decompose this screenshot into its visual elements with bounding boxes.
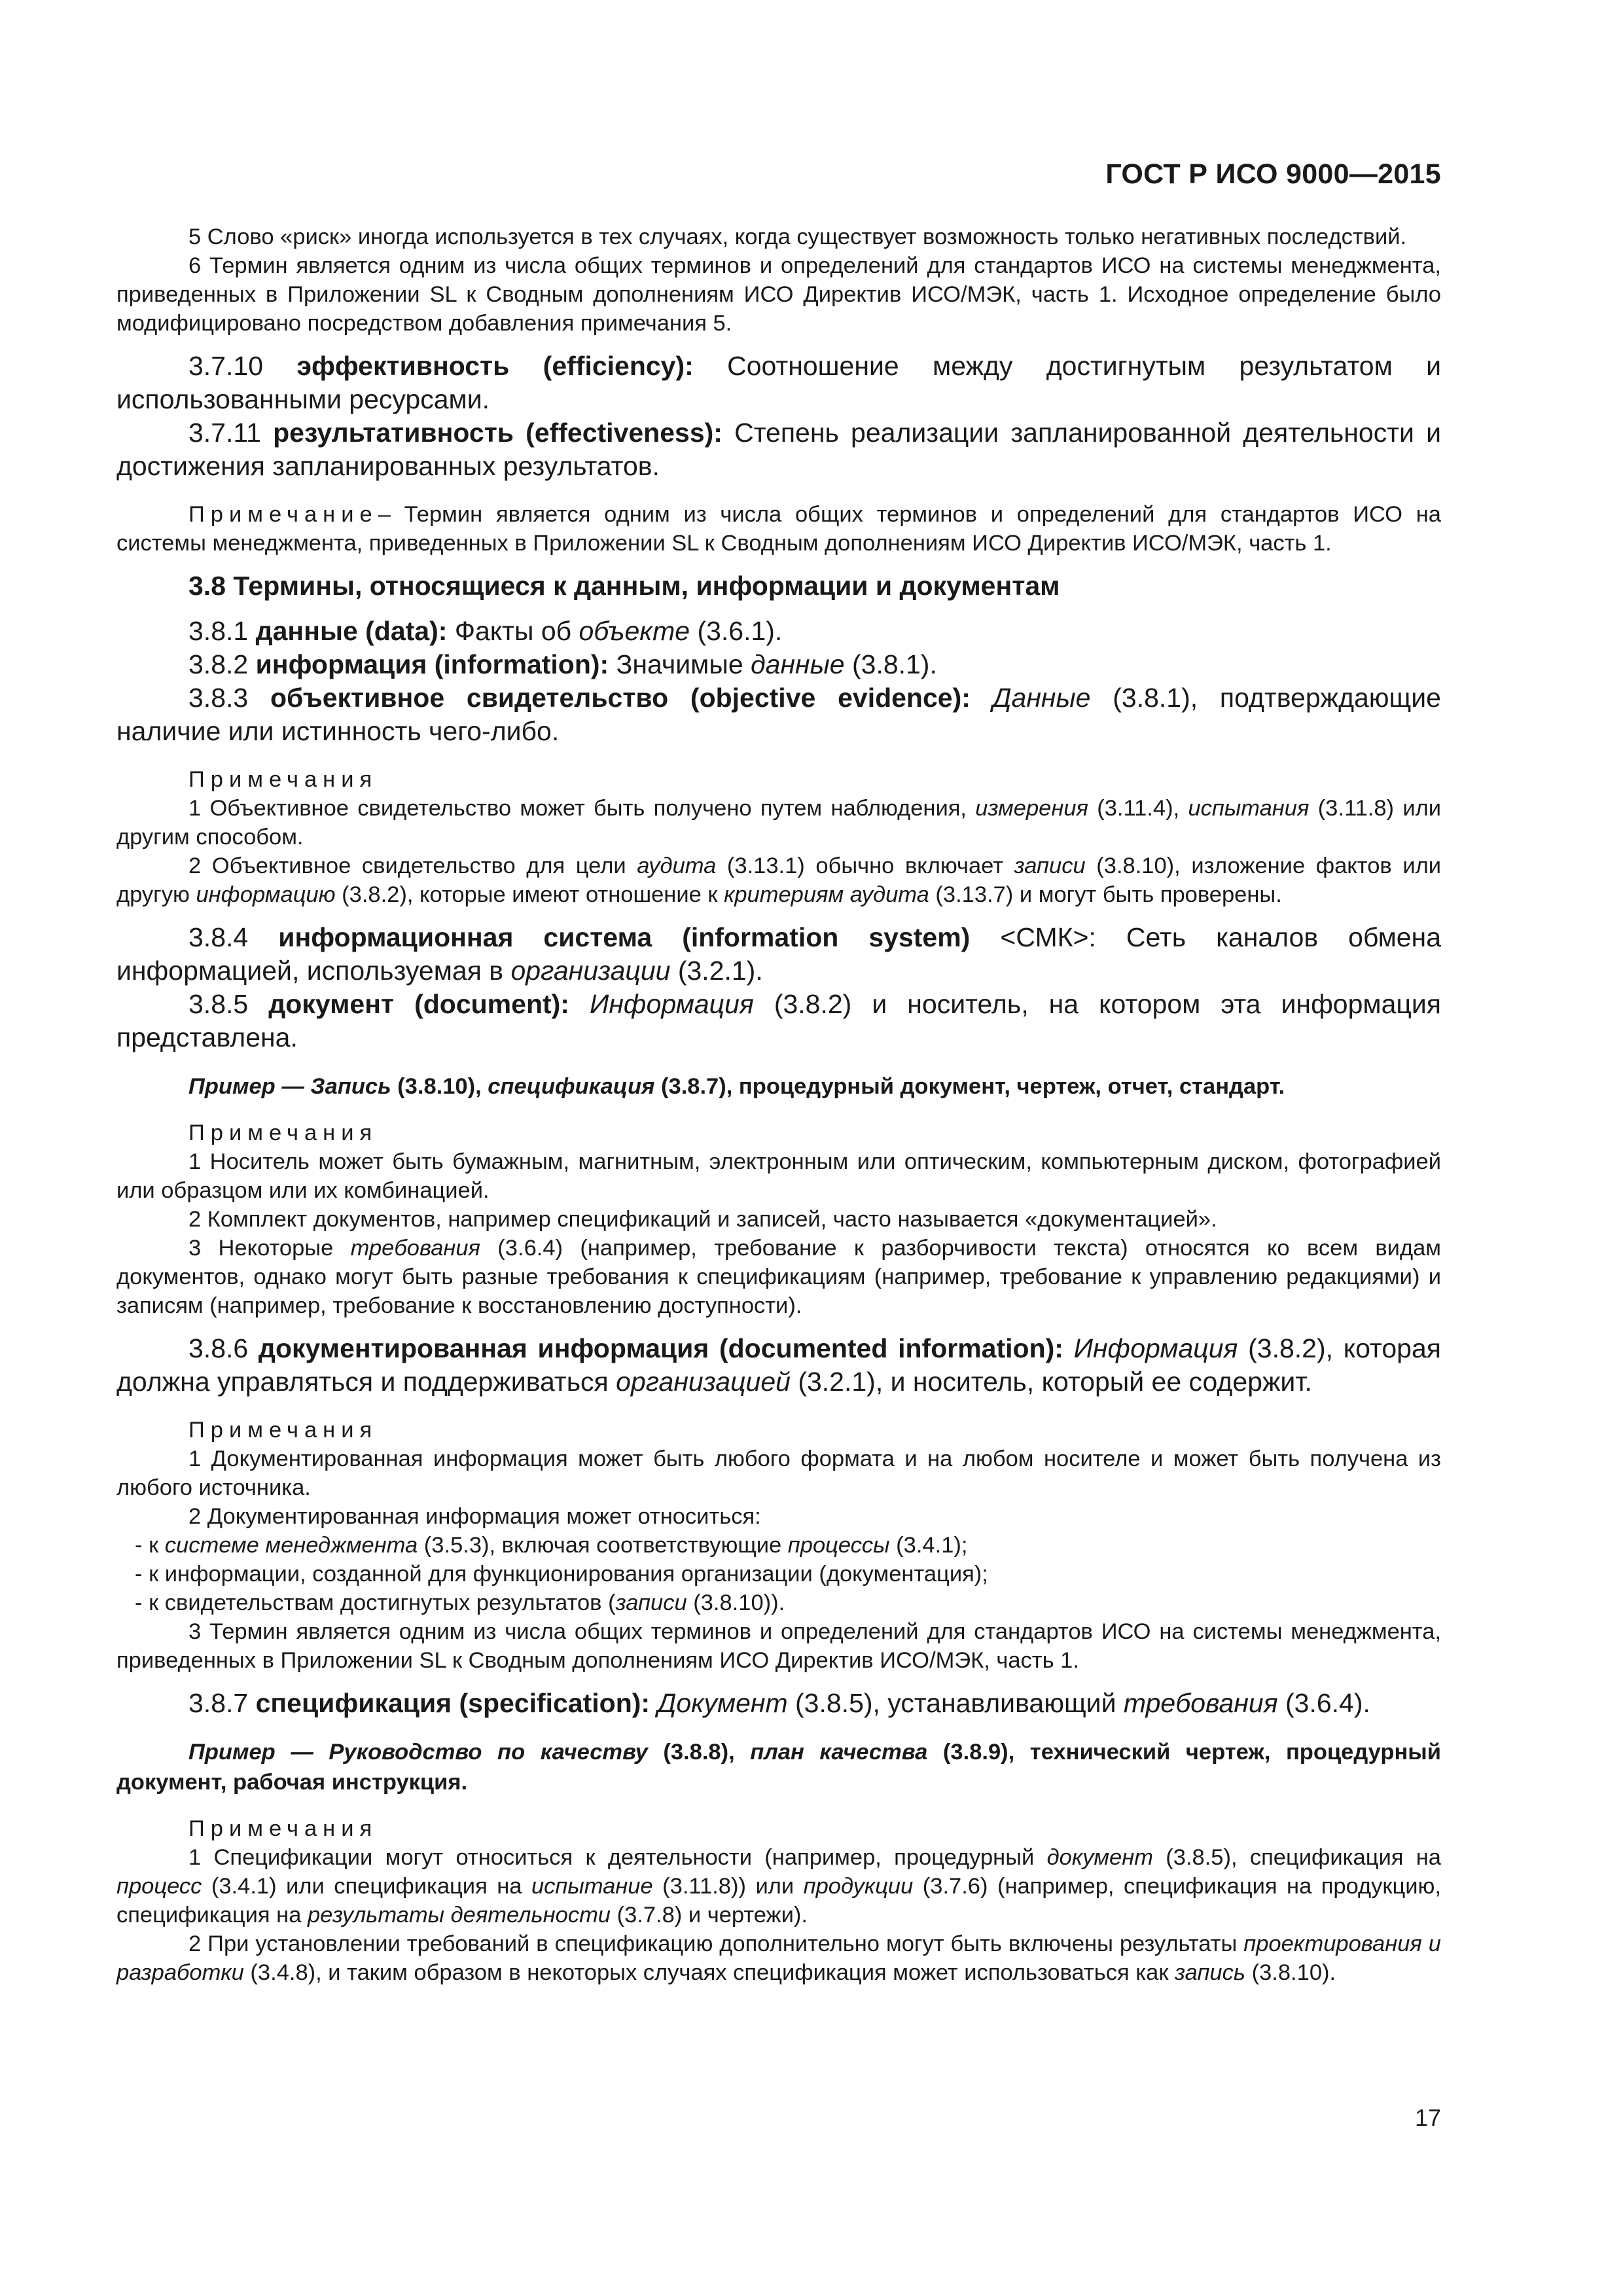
standard-header: ГОСТ Р ИСО 9000—2015 [1105,158,1441,190]
list-item: - к информации, созданной для функционирования организации (документация); [135,1562,988,1587]
note-3-8-7-1: 1 Спецификации могут относиться к деятельности (например, процедурный документ (3.8.5), спецификация на процесс (3.4.1) или спецификация на испытание (3.11.8)) или продукции (3.7.6) (например, спецификация на продукцию, спецификация на результаты деятельности (3.7.8) и чертежи). [116,1845,1441,1928]
note-3-8-5-3: 3 Некоторые требования (3.6.4) (например, требование к разборчивости текста) относятся ко всем видам документов, однако могут быть разные требования к спецификациям (например, требование к управлению редакциями) и записям (например, требование к восстановлению доступности). [116,1236,1441,1318]
note-single: Примечание– Термин является одним из числа общих терминов и определений для стандартов ИСО на системы менеджмента, приведенных в Приложении SL к Сводным дополнениям ИСО Директив ИСО/МЭК, часть 1. [116,502,1441,556]
page-content [116,223,1441,1987]
note-3-8-3-1: 1 Объективное свидетельство может быть получено путем наблюдения, измерения (3.11.4), испытания (3.11.8) или другим способом. [116,796,1441,850]
notes-label: Примечания [188,1121,378,1145]
list-item: - к системе менеджмента (3.5.3), включая соответствующие процессы (3.4.1); [135,1533,968,1558]
definition-3-7-11: 3.7.11 результативность (effectiveness): Степень реализации запланированной деятельности и достижения запланированных результатов. [116,418,1441,481]
notes-label: Примечания [188,1816,378,1841]
definition-3-8-3: 3.8.3 объективное свидетельство (objective evidence): Данные (3.8.1), подтверждающие наличие или истинность чего-либо. [116,683,1441,746]
definition-3-8-5: 3.8.5 документ (document): Информация (3.8.2) и носитель, на котором эта информация представлена. [116,989,1441,1052]
note-3-8-7-2: 2 При установлении требований в спецификацию дополнительно могут быть включены результаты проектирования и разработки (3.4.8), и таким образом в некоторых случаях спецификация может использоваться как запись (3.8.10). [116,1931,1441,1985]
note-3-8-6-2: 2 Документированная информация может относиться: [188,1504,761,1529]
example-3-8-7: Пример — Руководство по качеству (3.8.8), план качества (3.8.9), технический чертеж, процедурный документ, рабочая инструкция. [116,1740,1441,1795]
list-item: - к свидетельствам достигнутых результатов (записи (3.8.10)). [135,1590,785,1615]
note-3-8-6-1: 1 Документированная информация может быть любого формата и на любом носителе и может быть получена из любого источника. [116,1446,1441,1500]
note-3-8-5-2: 2 Комплект документов, например спецификаций и записей, часто называется «документацией». [188,1207,1217,1232]
page-number: 17 [1414,2104,1441,2131]
notes-label: Примечания [188,1418,378,1443]
definition-3-8-4: 3.8.4 информационная система (information system) <СМК>: Сеть каналов обмена информацией, используемая в организации (3.2.1). [116,922,1442,986]
definition-3-8-1: 3.8.1 данные (data): Факты об объекте (3.6.1). [188,616,783,646]
note-3-8-6-3: 3 Термин является одним из числа общих терминов и определений для стандартов ИСО на системы менеджмента, приведенных в Приложении SL к Сводным дополнениям ИСО Директив ИСО/МЭК, часть 1. [116,1619,1441,1673]
example-3-8-5: Пример — Запись (3.8.10), спецификация (3.8.7), процедурный документ, чертеж, отчет, стандарт. [188,1074,1285,1099]
note-5: 5 Слово «риск» иногда используется в тех случаях, когда существует возможность только негативных последствий. [188,224,1407,249]
note-3-8-3-2: 2 Объективное свидетельство для цели аудита (3.13.1) обычно включает записи (3.8.10), изложение фактов или другую информацию (3.8.2), которые имеют отношение к критериям аудита (3.13.7) и могут быть проверены. [116,853,1441,907]
definition-3-8-2: 3.8.2 информация (information): Значимые данные (3.8.1). [188,649,937,679]
definition-3-8-6: 3.8.6 документированная информация (documented information): Информация (3.8.2), которая должна управляться и поддерживаться организацией (3.2.1), и носитель, который ее содержит. [116,1333,1441,1397]
note-6: 6 Термин является одним из числа общих терминов и определений для стандартов ИСО на системы менеджмента, приведенных в Приложении SL к Сводным дополнениям ИСО Директив ИСО/МЭК, часть 1. Исходное определение было модифицировано посредством добавления примечания 5. [116,253,1441,336]
definition-3-8-7: 3.8.7 спецификация (specification): Документ (3.8.5), устанавливающий требования (3.6.4). [188,1688,1370,1718]
note-3-8-5-1: 1 Носитель может быть бумажным, магнитным, электронным или оптическим, компьютерным диском, фотографией или образцом или их комбинацией. [116,1149,1441,1203]
section-heading-3-8: 3.8 Термины, относящиеся к данным, информации и документам [188,571,1060,601]
notes-label: Примечания [188,767,378,792]
definition-3-7-10: 3.7.10 эффективность (efficiency): Соотношение между достигнутым результатом и использованными ресурсами. [116,351,1442,414]
